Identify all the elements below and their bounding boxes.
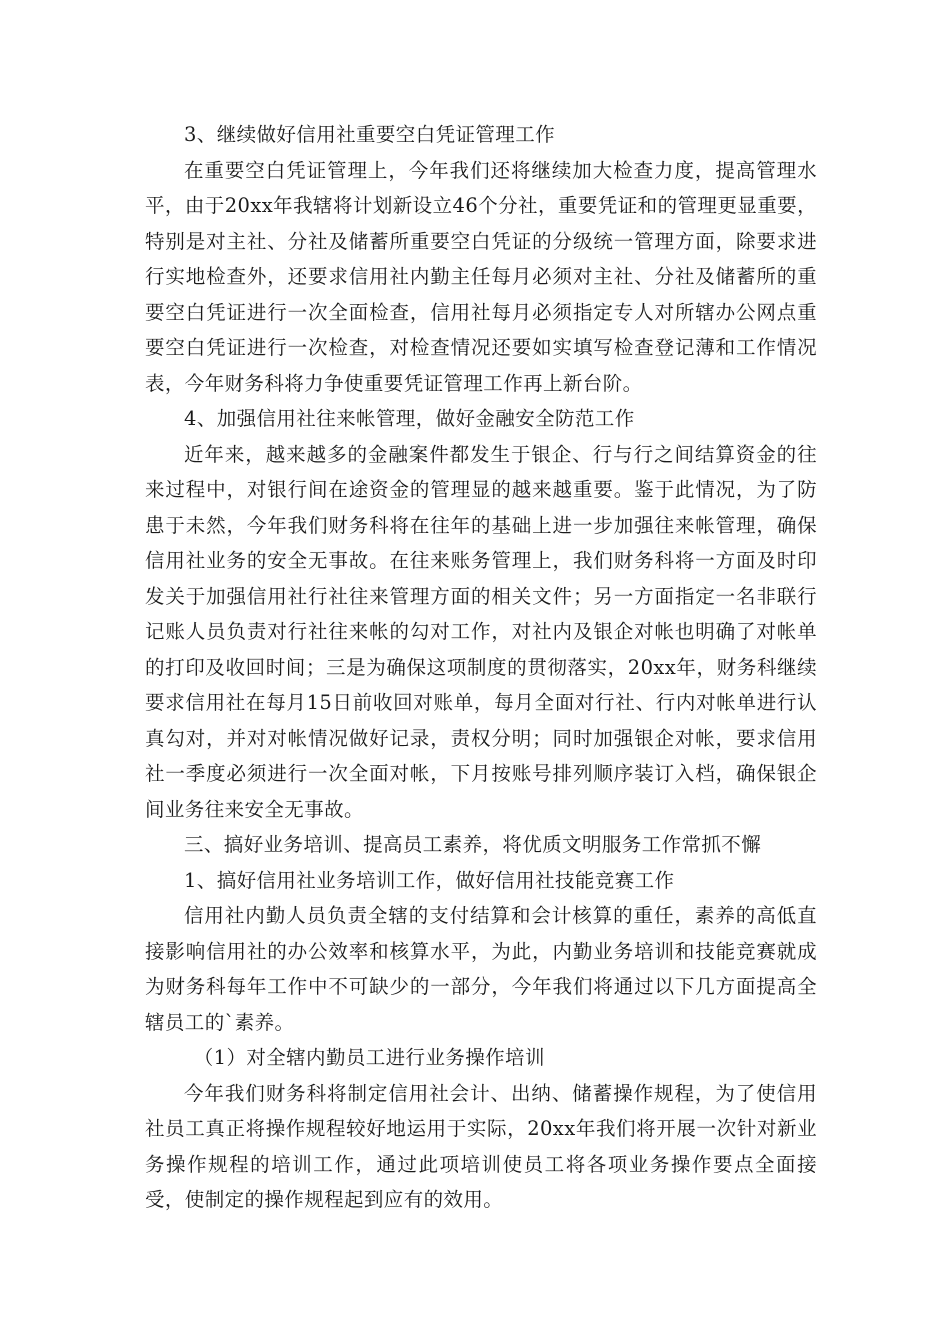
chapter-heading-3: 三、搞好业务培训、提高员工素养，将优质文明服务工作常抓不懈 — [184, 833, 762, 856]
subsection-heading-1: （1）对全辖内勤员工进行业务操作培训 — [193, 1046, 545, 1069]
section-heading-1: 1、搞好信用社业务培训工作，做好信用社技能竞赛工作 — [184, 868, 675, 892]
document-body — [145, 117, 817, 1218]
section-heading-3: 3、继续做好信用社重要空白凭证管理工作 — [184, 123, 556, 146]
section-heading-4: 4、加强信用社往来帐管理，做好金融安全防范工作 — [184, 407, 635, 430]
body-paragraph: 在重要空白凭证管理上，今年我们还将继续加大检查力度，提高管理水平，由于20xx年我辖将计划新设立46个分社，重要凭证和的管理更显重要，特别是对主社、分社及储蓄所重要空白凭证的分级统一管理方面，除要求进行实地检查外，还要求信用社内勤主任每月必须对主社、分社及储蓄所的重要空白凭证进行一次全面检查，信用社每月必须指定专人对所辖办公网点重要空白凭证进行一次检查，对检查情况还要如实填写检查登记薄和工作情况表，今年财务科将力争使重要凭证管理工作再上新台阶。 — [145, 158, 817, 395]
body-paragraph: 信用社内勤人员负责全辖的支付结算和会计核算的重任，素养的高低直接影响信用社的办公效率和核算水平，为此，内勤业务培训和技能竞赛就成为财务科每年工作中不可缺少的一部分，今年我们将通过以下几方面提高全辖员工的`素养。 — [145, 904, 817, 1034]
body-paragraph: 近年来，越来越多的金融案件都发生于银企、行与行之间结算资金的往来过程中，对银行间在途资金的管理显的越来越重要。鉴于此情况，为了防患于未然，今年我们财务科将在往年的基础上进一步加强往来帐管理，确保信用社业务的安全无事故。在往来账务管理上，我们财务科将一方面及时印发关于加强信用社行社往来管理方面的相关文件；另一方面指定一名非联行记账人员负责对行社往来帐的勾对工作，对社内及银企对帐也明确了对帐单的打印及收回时间；三是为确保这项制度的贯彻落实，20xx年，财务科继续要求信用社在每月15日前收回对账单，每月全面对行社、行内对帐单进行认真勾对，并对对帐情况做好记录，责权分明；同时加强银企对帐，要求信用社一季度必须进行一次全面对帐，下月按账号排列顺序装订入档，确保银企间业务往来安全无事故。 — [145, 442, 817, 821]
body-paragraph: 今年我们财务科将制定信用社会计、出纳、储蓄操作规程，为了使信用社员工真正将操作规程较好地运用于实际，20xx年我们将开展一次针对新业务操作规程的培训工作，通过此项培训使员工将各项业务操作要点全面接受，使制定的操作规程起到应有的效用。 — [145, 1081, 817, 1211]
